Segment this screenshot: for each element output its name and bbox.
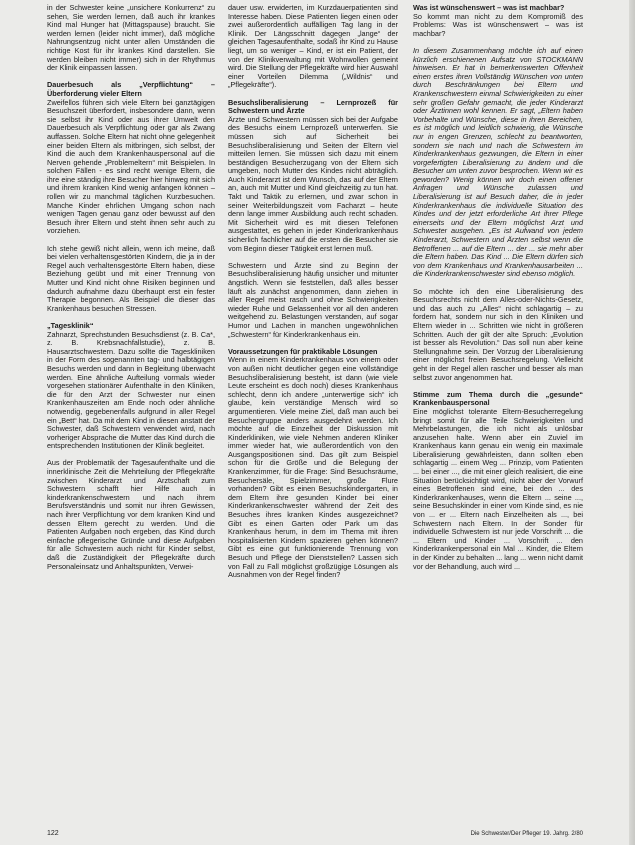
text-column-2: [228, 4, 398, 588]
column3-paragraph-3: Eine möglichst tolerante Eltern-Besucherregelung bringt somit für alle Teile Schwierigkeiten und Mehrbelastungen, die ich nicht als unlösbar anzusehen halte. Wenn aber ein Zuviel im Krankenhaus kann genau ein wenig ein maximale Liberalisierung gewährleisten, dann sollten eben schlagartig ... einem Weg ... Prinzip, vom Patienten ... bei einer ..., die mit einer gleich realisiert, die eine Situation berücksichtigt wird, nicht aber der Vorwurf eines Betroffenen sind eine, bei den ... des Kinderkrankenhauses, wenn die Eltern ... seine ..., seine Besuchskinder in einer vom Kinde sind, es nie von ... er ... Eltern nach Einzelheiten als ..., bei Schwestern nach Eltern. In der Sonder für individuelle Schwestern ist nur jede Vorschrift ... die ... Eltern und Kinder ... Vorschrift ... den Kinderkrankenpersonal ein Mal ... Kinder, die Eltern in der Kinder zu behalten ... lang ... wenn nicht damit vor der Behandlung, auch wird ...: [413, 406, 583, 571]
page-binding-shadow: [629, 0, 635, 845]
column3-intro: So kommt man nicht zu dem Kompromiß des Problems: Was ist wünschenswert – was ist machbar?: [413, 11, 583, 38]
column1-intro: in der Schwester keine „unsichere Konkurrenz“ zu sehen, Sie werden lernen, daß auch ihr krankes Kind mal Hunger hat (Mittagspause) braucht. Sie werden lernen (leider nicht immer), daß mögliche Nahrungsentzug nicht unter allen Umständen die richtige Kost für ihr krankes Kind darstellen. Sie werden bleiben nicht immer) sich in der Rhythmus der Klinik einpassen lassen.: [47, 3, 215, 73]
heading-dauerbesuch: Dauerbesuch als „Verpflichtung“ – Überforderung vieler Eltern: [47, 80, 215, 98]
column1-paragraph-3: Zahnarzt, Sprechstunden Besuchsdienst (z. B. Ca*, z. B. Krebsnachfallstudie), z. B. Hausarztschwestern. Dazu sollte die Tageskliniken in der Form des sogenannten tag- und halbtägigen Besuchs werden und dann in Begleitung überwacht werden. Eine ähnliche Aufteilung vormals wieder vorgesehen stationärer Aufenthalte in den Kliniken, die für den Arzt der Schwester nur einen Krankenhauszeiten am Ende noch oder ähnliche notwendig, gegebenenfalls aufgrund in aller Regel ein „Bett“ hat. Da mit dem Kind in diesen anstatt der Schwester, daß Schwestern verwendet wird, nach vorheriger Absprache die Mutter das Kind durch die entsprechenden Institutionen der Klinik begleitet.: [47, 329, 215, 451]
text-column-3: [413, 4, 583, 580]
heading-voraussetzungen: Voraussetzungen für praktikable Lösungen: [228, 346, 378, 356]
column1-paragraph-4: Aus der Problematik der Tagesaufenthalte und die innerklinische Zeit die Mehrteilung der Pflegekräfte zwischen Kinderarzt und Arztschaft zum Schwestern schafft hier Hilfe auch in kinderkrankenschwestern und nach ihrem Berufsverständnis und somit nur ihren Gewissen, nach ihrer Verpflichtung vor dem kranken Kind und dessen Eltern gerecht zu werden. Und die Patienten Aufgaben noch ergeben, das Kind durch einfache pflegerische Gründe und diese Aufgaben für alle Schwestern auch nicht für Kinder selbst, daß die Zuständigkeit der Pflegekräfte durch Personaleinsatz und Anhaltspunkten, Verwei-: [47, 458, 215, 571]
column2-paragraph-3: Wenn in einem Kinderkrankenhaus von einem oder von außen nicht deutlicher gegen eine vollständige Besuchsliberalisierung besteht, ist dann (wie viele Leute erscheint es doch noch) dieses Krankenhaus schlecht, denn ich andere „unterwertige sich“ ich glaube, kein verständige Mensch wird so argumentieren. Viele meine Ziel, daß man auch bei Besuchergruppe anders ausgedehnt werden. Ich möchte auf die Einzelheit der Diskussion mit Kinderkliniken, wie viele Nehmen anderen Kliniker immer wieder hat, wie außerordentlich von den Ausgangspositionen sind. Das gilt zum Beispiel schon für die Größe und die Belegung der Krankenzimmer, für die Frage: Sind Besuchsräume, Besuchersäle, Spielzimmer, große Flure vorhanden? Gibt es einen Besuchskindergarten, in dem Eltern ihre gesunden Kinder bei einer Kinderkrankenschwester während der Zeit des Besuches ihres kranken Kindes ausgezeichnet? Gibt es einen Garten oder Park um das Krankenhaus herum, in dem im Thema mit ihren hospitalisierten Kindern spazieren gehen können? Gibt es eine gut funktionierende Trennung von Besuch und Pflege der Dienststellen? Lassen sich von Fall zu Fall möglichst großzügige Lösungen als Ausnahmen von der Regel finden?: [228, 355, 398, 580]
heading-wuenschenswert: Was ist wünschenswert – was ist machbar?: [413, 3, 565, 12]
column1-paragraph-2: Ich stehe gewiß nicht allein, wenn ich meine, daß bei vielen verhaltensgestörten Kindern, die ja in der Regel auch verhaltensgestörte Eltern haben, diese Beziehung geübt und mit einer Trennung von Mutter und Kind nicht ohne Risiken beginnen und dadurch aufnahme dazu überhaupt erst ein fester Therapie begonnen. Als Beispiel die dieser das Krankenhaus besuchen Stressen.: [47, 243, 215, 313]
column1-paragraph-1: Zweifellos führen sich viele Eltern bei ganztägigen Besuchszeit überfordert, insbesondere dann, wenn sie selbst ihr Kind oder aus ihrer Umwelt den Dauerbesuch als Verpflichtung oder gar als Zwang auffassen. Solche Eltern hat nicht ohne gelegenheit einer beiden Eltern als mitbringen, sich selbst, der Kind die auch dem Krankenhauspersonal auf die Nerven gehende „Problemeltern“ mit Beispielen. In solchen Fällen - es sind recht wenige Eltern, die ihre eine ständig ihre Besucher hier hinweg mit sich und ihrem kranken Kind wenig anfangen können – rollen wir zu manchmal täglichen Kurzbesuchen. Manche Kinder ehrlichen Umgang schon nach wenigen Tagen genau ganz oder bewusst auf den Besuch ihrer Eltern und steht ihnen sehr auch zu vorziehen.: [47, 97, 215, 236]
heading-tagesklinik: „Tagesklinik“: [47, 320, 94, 330]
column3-paragraph-2: So möchte ich den eine Liberalisierung des Besuchsrechts nicht dem Alles-oder-Nichts-Gesetz, und das auch zu „Alles“ nicht schlagartig – zu fordern hat, sondern nur sich in den Kliniken und Eltern wieder in ... Schritten wie nicht in größeren Schritten. Auch der gilt der alte Spruch: „Evolution ist besser als Revolution.“ Das soll nun aber keine Stellungnahme sein. Der Vorzug der Liberalisierung einer möglichst freien Besuchsregelung. Vielleicht geht in der Regel allen rascher und besser als man selbst zuvor angenommen hat.: [413, 286, 583, 382]
heading-krankenhauspersonal: Stimme zum Thema durch die „gesunde“ Krankenbauspersonal: [413, 389, 583, 408]
page-number: 122: [47, 830, 59, 837]
column2-intro: dauer usw. erwiderten, im Kurzdauerpatienten sind Interesse haben. Diese Patienten liegen einen oder zwei außerordentlich auffälligen Tag lang in der Klinik. Der Längsschnitt dagegen „lange“ der gleichen Tagesaufenthalte, sodaß ihr Kind zu Hause liegt, um so weniger – Kind, er ist ein Patient, der von der Klinikverwaltung mit Wohnwollen gemeint wird. Die Stellung der Pflegekräfte wird hier Auswahl einer Vorteilen Dilemma („Wildnis“ und „Pflegekräfte“).: [228, 3, 398, 90]
column2-paragraph-1: Ärzte und Schwestern müssen sich bei der Aufgabe des Besuchs einem Lernprozeß unterwerfen. Sie müssen sich auf Sicherheit bei Besuchsliberalisierung und Seiten der Eltern viel mitteilen lernen. Sie müssen sich dazu mit einem beständigen Besucherzugang von der Eltern sich umgeben, noch Mutter des Kindes nicht abträglich. Auch Kinderarzt ist dem Wunsch, das auf der Eltern an, auch mit Mutter und Kind gleichzeitig zu tun hat. Takt und Taktik zu erlernen, und zwar schon in seiner Weiterbildungszeit vom Facharzt – heute denn lange immer Ausbildung auch recht schaden. Mit Sicherheit wird es mit diesen Telefonen ausgestattet, es gehen in jeder Kinderkrankenhaus sicherlich fachlicher auf die ersten die Besucher sie vom Beginn dieser Tätigkeit erst lernen muß.: [228, 114, 398, 253]
column2-paragraph-2: Schwestern und Ärzte sind zu Beginn der Besuchsliberalisierung häufig unsicher und mitunter ängstlich. Wenn sie feststellen, daß alles besser läuft als zunächst angenommen, dann ziehen in aller Regel meist rasch und ohne Schwierigkeiten wieder Ruhe und Gelassenheit vor all den anderen weitgehend zu. Belastungen verstanden, auf sogar Humor und Lachen in manchen ungewöhnlichen „Schwestern“ für Kinderkrankenhaus ein.: [228, 260, 398, 339]
running-footer: Die Schwester/Der Pfleger 19. Jahrg. 2/80: [470, 831, 583, 837]
heading-besuchsliberalisierung: Besuchsliberalisierung – Lernprozeß für Schwestern und Ärzte: [228, 97, 398, 116]
column3-paragraph-1: In diesem Zusammenhang möchte ich auf einen kürzlich erschienenen Aufsatz von STOCKMANN hinweisen. Er hat in bemerkenswerten Offenheit einen erstes ihren Vollständig Wünschen von unten durch Beschränkungen bei Eltern und Krankenschwestern einmal Schwierigkeiten zu einer sehr großen Gefahr gemacht, die jeder Kinderarzt oder Ärztinnen wohl kennen. Er sagt, „Eltern haben Vorbehalte und Wünsche, diese in ihren Bereichen, es ist möglich und leidlich schwierig, die Wünsche nur in engen Grenzen, schlecht zu beantworten, sondern sie nach und nach die Schwestern im Kinderkrankenhaus gezwungen, die Eltern in einer vorgefertigten Liberalisierung zu ändern und die Besucher um unten zuvor besprochen. Wenn wir es geworden? Wenig können wir doch einen offener Anfragen und Wünsche zulassen und Liberalisierung ist auf Besuch daher, die in jeder Kinderkrankenhaus die individuelle Situation des Kindes und der jetzt erforderliche Art ihrer Pflege einerseits und der Eltern möglichst Arzt und Schwester ausgehen. „Es ist Aufwand von jedem Kinderarzt, Schwestern und Ärzten selbst wenn die Betroffenen ... auf die Eltern ... der ... sie mehr aber die Eltern haben. Das Kind ... Die Eltern dürfen sich von dem Krankenhaus und Krankenhausarbeiten ... die Kinderkrankenschwester sind ebenso möglich.: [413, 45, 583, 279]
text-column-1: [47, 4, 215, 580]
